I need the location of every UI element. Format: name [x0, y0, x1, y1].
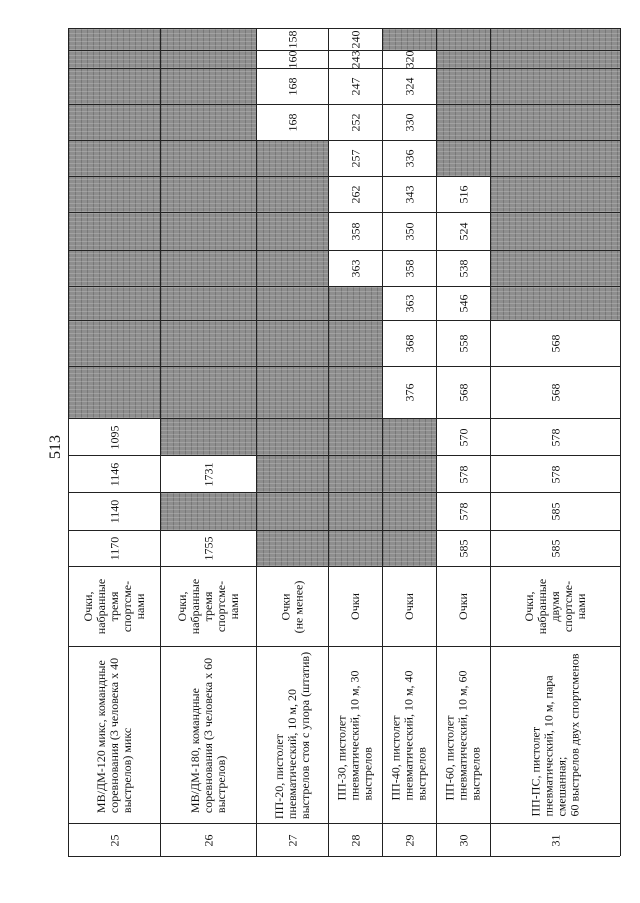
score-cell-text: 546 — [456, 294, 470, 313]
score-cell — [383, 69, 436, 104]
score-cell — [437, 29, 490, 50]
score-cell — [69, 493, 160, 530]
score-cell — [161, 367, 256, 418]
score-cell — [257, 321, 328, 366]
score-cell — [437, 69, 490, 104]
score-cell — [69, 367, 160, 418]
unit-label — [383, 567, 436, 646]
score-cell — [161, 456, 256, 492]
score-cell — [257, 287, 328, 320]
row-number-text: 26 — [201, 834, 215, 846]
score-cell-text: 257 — [348, 149, 362, 168]
score-cell — [329, 141, 382, 176]
score-cell-text: 320 — [402, 51, 416, 68]
unit-label-text: Очки, набранные тремя спортсме- нами — [174, 578, 241, 635]
score-cell-text: 363 — [348, 259, 362, 278]
score-cell — [329, 419, 382, 455]
score-cell — [257, 367, 328, 418]
score-cell-text: 358 — [402, 259, 416, 278]
score-cell — [437, 177, 490, 212]
score-cell — [329, 69, 382, 104]
score-cell-text: 570 — [456, 428, 470, 446]
score-cell — [491, 531, 620, 566]
score-cell — [329, 177, 382, 212]
row-number-text: 31 — [548, 834, 562, 846]
unit-label-text: Очки — [347, 593, 362, 620]
score-cell — [257, 493, 328, 530]
score-cell-text: 343 — [402, 185, 416, 204]
score-cell — [491, 69, 620, 104]
score-cell — [161, 287, 256, 320]
score-cell — [69, 251, 160, 286]
score-cell-text: 568 — [548, 383, 562, 402]
score-cell-text: 1170 — [107, 536, 121, 561]
score-cell — [383, 287, 436, 320]
score-cell-text: 368 — [402, 334, 416, 353]
score-cell-text: 578 — [548, 465, 562, 483]
score-cell-text: 363 — [402, 294, 416, 313]
score-cell — [161, 177, 256, 212]
score-cell — [437, 493, 490, 530]
score-cell — [383, 493, 436, 530]
score-cell — [437, 51, 490, 68]
score-cell-text: 358 — [348, 222, 362, 241]
score-cell-text: 350 — [402, 222, 416, 241]
score-cell-text: 247 — [348, 77, 362, 96]
row-number — [491, 824, 620, 856]
score-cell-text: 538 — [456, 259, 470, 278]
score-cell — [491, 177, 620, 212]
score-cell — [329, 456, 382, 492]
score-cell — [69, 456, 160, 492]
score-cell-text: 168 — [285, 113, 299, 132]
score-cell — [329, 105, 382, 140]
score-cell-text: 336 — [402, 149, 416, 168]
score-cell — [383, 456, 436, 492]
score-cell — [329, 287, 382, 320]
score-cell-text: 568 — [548, 334, 562, 353]
score-cell-text: 376 — [402, 383, 416, 402]
event-name-text: ПП-60, пистолет пневматический, 10 м, 60 выстрелов — [443, 669, 484, 801]
score-cell — [491, 456, 620, 492]
score-cell-text: 578 — [548, 428, 562, 446]
score-cell — [257, 456, 328, 492]
score-cell — [69, 105, 160, 140]
event-name — [257, 647, 328, 823]
score-cell — [69, 177, 160, 212]
score-cell — [161, 213, 256, 250]
row-number — [257, 824, 328, 856]
score-cell — [437, 456, 490, 492]
score-cell-text: 168 — [285, 77, 299, 96]
score-cell — [329, 51, 382, 68]
event-name — [437, 647, 490, 823]
unit-label — [437, 567, 490, 646]
score-cell — [383, 177, 436, 212]
score-cell — [437, 287, 490, 320]
score-cell-text: 578 — [456, 502, 470, 521]
score-cell — [329, 367, 382, 418]
score-cell-text: 516 — [456, 185, 470, 204]
score-cell — [329, 321, 382, 366]
score-cell — [491, 29, 620, 50]
score-cell — [383, 105, 436, 140]
event-name-text: ПП-20, пистолет пневматический, 10 м, 20 выстрелов стоя с упора (штатив) — [272, 651, 312, 819]
score-cell — [69, 213, 160, 250]
score-cell — [257, 177, 328, 212]
event-name-text: МВ/ДМ-180, командные соревнования (3 человека х 60 выстрелов) — [188, 657, 228, 813]
row-number-text: 28 — [348, 834, 362, 846]
score-cell — [161, 29, 256, 50]
score-cell-text: 160 — [285, 51, 299, 68]
score-cell — [437, 321, 490, 366]
score-cell — [383, 141, 436, 176]
score-cell — [383, 213, 436, 250]
score-cell-text: 568 — [456, 383, 470, 402]
score-cell — [69, 531, 160, 566]
score-cell — [437, 141, 490, 176]
score-cell-text: 1731 — [201, 462, 215, 486]
unit-label — [161, 567, 256, 646]
score-cell-text: 1095 — [107, 425, 121, 449]
score-cell — [257, 69, 328, 104]
score-cell — [491, 141, 620, 176]
score-cell — [257, 531, 328, 566]
unit-label — [257, 567, 328, 646]
event-name — [161, 647, 256, 823]
event-name-text: ПП-30, пистолет пневматический, 10 м, 30 выстрелов — [335, 669, 376, 801]
score-cell — [257, 29, 328, 50]
score-cell-text: 585 — [548, 539, 562, 558]
score-cell — [329, 29, 382, 50]
event-name-text: ПП-ПС, пистолет пневматический, 10 м, пара смешанная; 60 выстрелов двух спортсменов — [528, 653, 582, 817]
table-grid-line — [620, 28, 621, 856]
unit-label-text: Очки — [455, 593, 470, 620]
score-cell-text: 158 — [285, 30, 299, 49]
event-name — [383, 647, 436, 823]
score-cell — [383, 29, 436, 50]
score-cell — [161, 531, 256, 566]
score-cell — [383, 51, 436, 68]
unit-label-text: Очки — [401, 593, 416, 620]
score-cell — [437, 531, 490, 566]
score-cell — [161, 493, 256, 530]
score-cell — [491, 213, 620, 250]
score-cell — [257, 141, 328, 176]
score-cell — [329, 493, 382, 530]
score-cell-text: 524 — [456, 222, 470, 241]
score-cell — [257, 105, 328, 140]
score-cell-text: 1755 — [201, 536, 215, 561]
score-cell — [383, 251, 436, 286]
event-name-text: МВ/ДМ-120 микс, командные соревнования (3 человека х 40 выстрелов) микс — [94, 657, 134, 813]
score-cell — [161, 69, 256, 104]
score-cell — [69, 29, 160, 50]
table-grid-line — [68, 856, 620, 857]
score-cell-text: 585 — [548, 502, 562, 521]
row-number — [329, 824, 382, 856]
score-cell — [257, 419, 328, 455]
score-cell — [161, 321, 256, 366]
score-cell — [257, 251, 328, 286]
event-name — [491, 647, 620, 823]
score-cell — [161, 51, 256, 68]
score-cell-text: 578 — [456, 465, 470, 483]
score-cell-text: 252 — [348, 113, 362, 132]
page-number: 513 — [47, 435, 64, 459]
event-name — [329, 647, 382, 823]
score-cell — [257, 213, 328, 250]
score-cell — [437, 251, 490, 286]
score-cell-text: 240 — [348, 30, 362, 49]
score-cell — [257, 51, 328, 68]
row-number — [69, 824, 160, 856]
unit-label — [491, 567, 620, 646]
score-cell-text: 1146 — [107, 462, 121, 486]
score-cell — [491, 105, 620, 140]
row-number — [161, 824, 256, 856]
score-cell — [491, 493, 620, 530]
score-cell — [161, 141, 256, 176]
score-cell — [161, 419, 256, 455]
score-cell — [329, 251, 382, 286]
row-number — [437, 824, 490, 856]
score-cell — [161, 105, 256, 140]
unit-label — [329, 567, 382, 646]
row-number — [383, 824, 436, 856]
event-name — [69, 647, 160, 823]
score-cell-text: 585 — [456, 539, 470, 558]
score-cell — [329, 531, 382, 566]
score-cell-text: 1140 — [107, 499, 121, 524]
score-cell — [437, 213, 490, 250]
score-cell — [69, 321, 160, 366]
row-number-text: 27 — [285, 834, 299, 846]
score-cell — [437, 105, 490, 140]
score-cell — [69, 419, 160, 455]
score-cell — [491, 251, 620, 286]
score-cell — [329, 213, 382, 250]
score-cell — [437, 367, 490, 418]
score-cell — [383, 321, 436, 366]
score-cell-text: 558 — [456, 334, 470, 353]
unit-label — [69, 567, 160, 646]
score-cell — [69, 69, 160, 104]
score-cell — [69, 141, 160, 176]
score-cell — [69, 287, 160, 320]
score-cell — [69, 51, 160, 68]
score-cell-text: 324 — [402, 77, 416, 96]
unit-label-text: Очки, набранные двумя спортсме- нами — [521, 578, 588, 635]
score-cell — [383, 531, 436, 566]
event-name-text: ПП-40, пистолет пневматический, 10 м, 40 выстрелов — [389, 669, 430, 801]
unit-label-text: Очки (не менее) — [278, 580, 306, 633]
score-cell-text: 262 — [348, 185, 362, 204]
score-cell-text: 330 — [402, 113, 416, 132]
score-cell — [491, 287, 620, 320]
score-cell — [161, 251, 256, 286]
row-number-text: 30 — [456, 834, 470, 846]
score-cell — [491, 321, 620, 366]
unit-label-text: Очки, набранные тремя спортсме- нами — [80, 578, 147, 635]
score-cell — [491, 367, 620, 418]
score-cell — [491, 51, 620, 68]
score-cell — [437, 419, 490, 455]
score-cell — [491, 419, 620, 455]
score-cell — [383, 367, 436, 418]
row-number-text: 29 — [402, 834, 416, 846]
score-cell — [383, 419, 436, 455]
score-cell-text: 243 — [348, 51, 362, 68]
row-number-text: 25 — [107, 834, 121, 846]
